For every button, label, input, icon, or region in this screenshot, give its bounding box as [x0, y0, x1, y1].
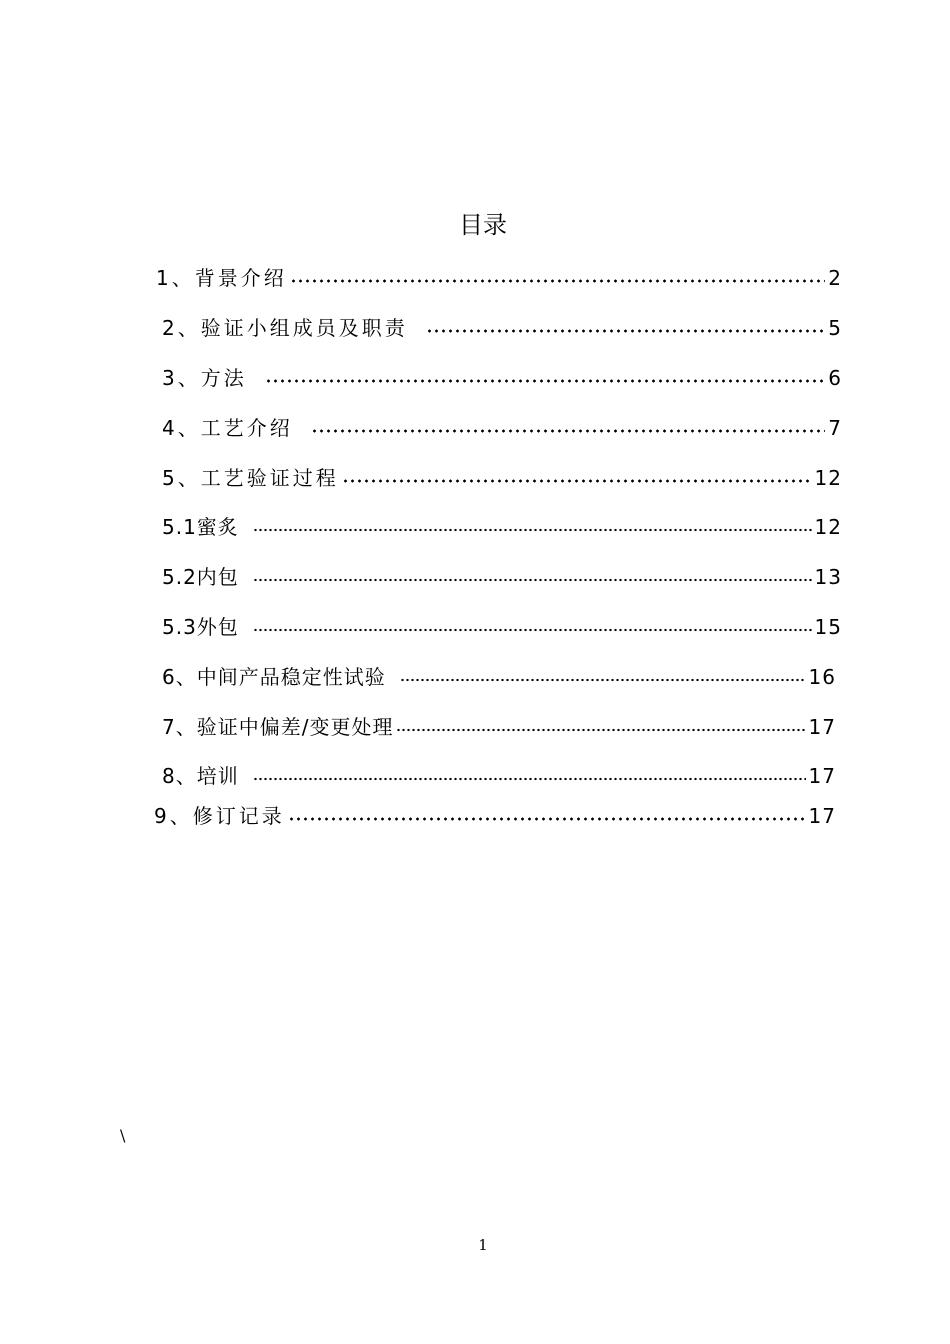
toc-entry-page: 17 — [808, 715, 836, 739]
toc-entry-page: 16 — [808, 665, 836, 689]
toc-entry[interactable] — [162, 313, 842, 343]
toc-entry[interactable] — [162, 413, 842, 443]
toc-entry[interactable] — [156, 263, 842, 293]
toc-entry-label: 5、工艺验证过程 — [162, 466, 339, 490]
toc-entry-label: 2、验证小组成员及职责 — [162, 316, 408, 340]
dot-leader — [253, 578, 812, 582]
toc-entry-label: 5.3外包 — [162, 615, 239, 639]
toc-entry-page: 7 — [828, 416, 842, 440]
toc-entry-label: 4、工艺介绍 — [162, 416, 293, 440]
toc-entry-label: 8、培训 — [162, 764, 239, 788]
toc-entry-page: 17 — [808, 764, 836, 788]
dot-leader — [426, 329, 826, 333]
toc-entry[interactable] — [162, 562, 842, 592]
page-number: 1 — [478, 1236, 488, 1254]
stray-mark: \ — [120, 1126, 126, 1145]
toc-entry-page: 5 — [828, 316, 842, 340]
dot-leader — [265, 379, 826, 383]
dot-leader — [342, 479, 812, 483]
toc-entry[interactable] — [162, 712, 836, 742]
toc-entry[interactable] — [162, 662, 836, 692]
toc-entry-label: 5.2内包 — [162, 565, 239, 589]
toc-entry[interactable] — [162, 761, 836, 791]
toc-entry[interactable] — [162, 512, 842, 542]
toc-entry-label: 3、方法 — [162, 366, 247, 390]
toc-entry-page: 15 — [814, 615, 842, 639]
toc-entry-page: 13 — [814, 565, 842, 589]
toc-entry[interactable] — [154, 801, 836, 831]
toc-entry[interactable] — [162, 463, 842, 493]
toc-entry-label: 5.1蜜炙 — [162, 515, 239, 539]
toc-entry-page: 6 — [828, 366, 842, 390]
toc-entry[interactable] — [162, 612, 842, 642]
dot-leader — [396, 728, 805, 732]
toc-entry-label: 7、验证中偏差/变更处理 — [162, 715, 394, 739]
dot-leader — [400, 678, 806, 682]
dot-leader — [288, 817, 806, 821]
toc-entry-label: 9、修订记录 — [154, 804, 285, 828]
toc-entry-page: 12 — [814, 515, 842, 539]
toc-title: 目录 — [459, 211, 507, 239]
toc-entry-page: 17 — [808, 804, 836, 828]
dot-leader — [253, 528, 812, 532]
dot-leader — [311, 429, 826, 433]
toc-entry[interactable] — [162, 363, 842, 393]
dot-leader — [253, 628, 812, 632]
toc-entry-label: 1、背景介绍 — [156, 266, 287, 290]
dot-leader — [253, 777, 806, 781]
toc-entry-label: 6、中间产品稳定性试验 — [162, 665, 386, 689]
toc-entry-page: 12 — [814, 466, 842, 490]
dot-leader — [290, 279, 826, 283]
toc-entry-page: 2 — [828, 266, 842, 290]
